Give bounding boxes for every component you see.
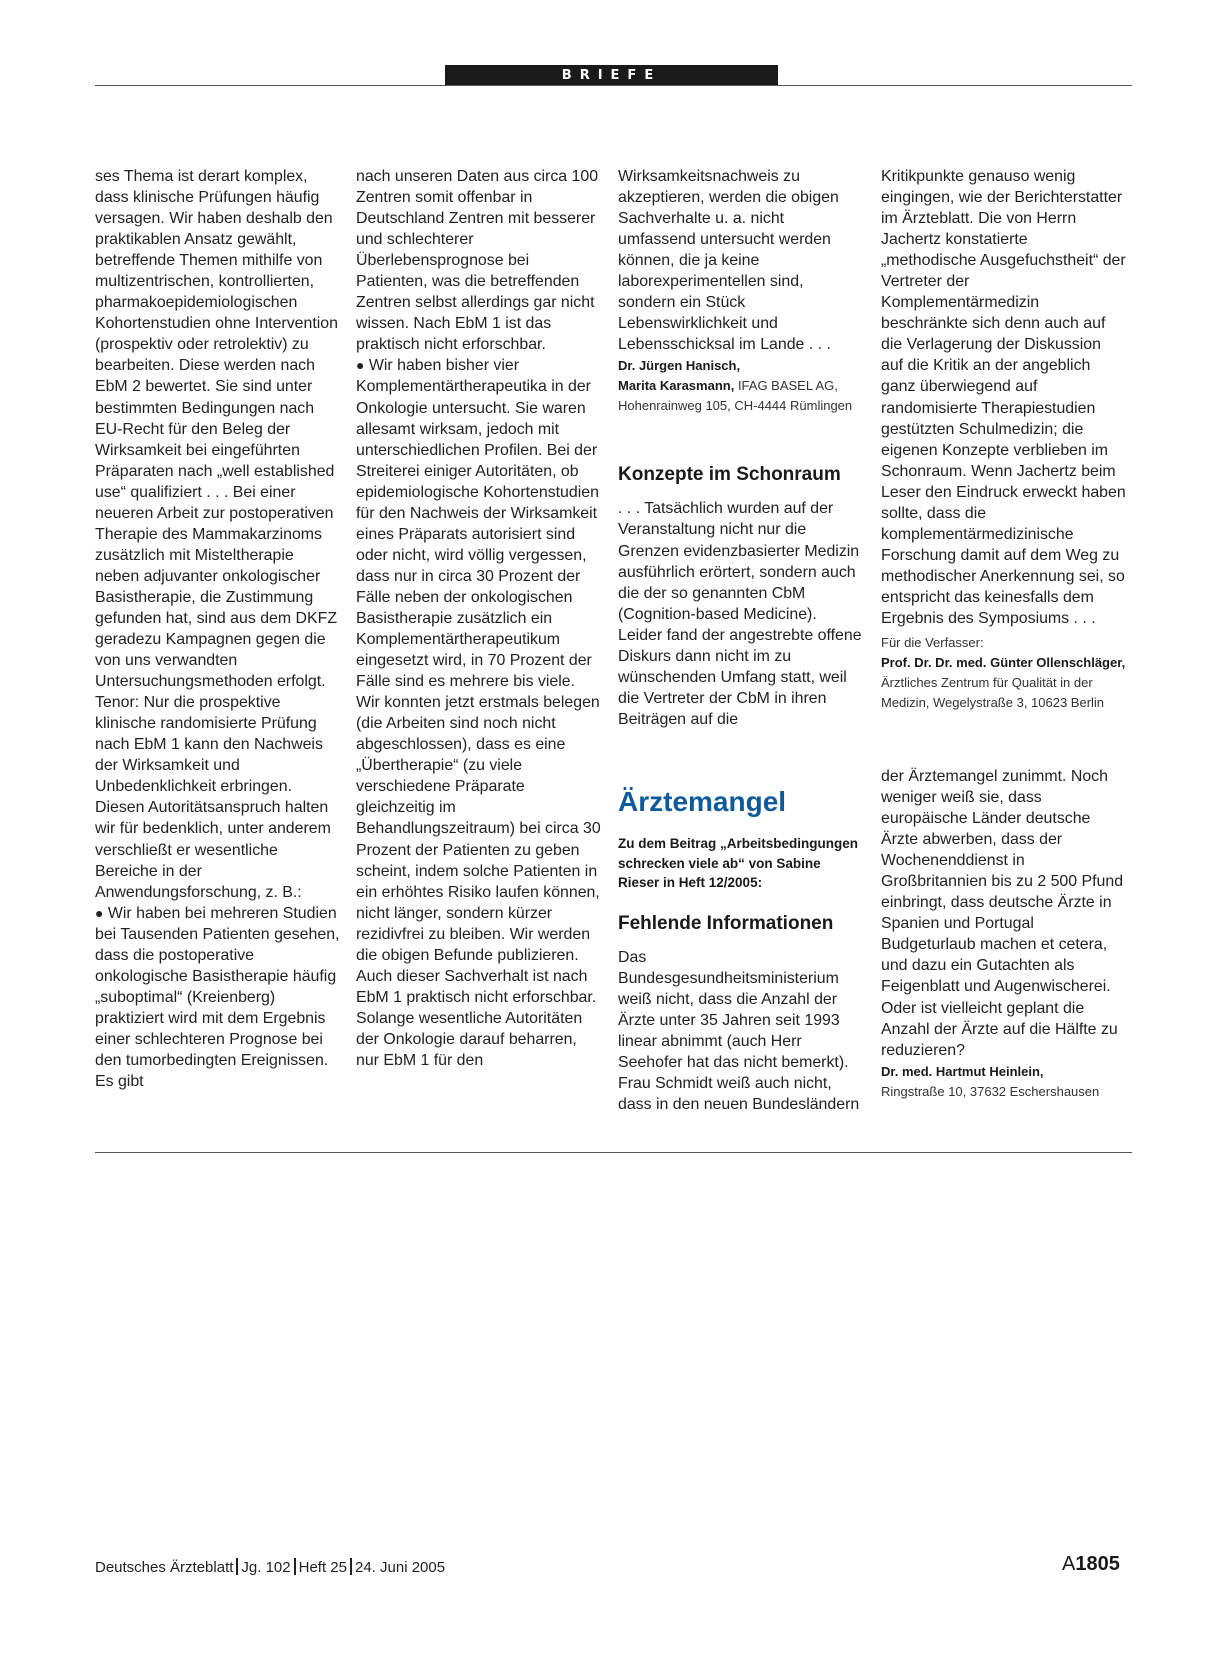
issue: Heft 25 [298, 1559, 347, 1576]
bullet-icon: ● [95, 904, 104, 921]
separator-bar [350, 1558, 352, 1575]
body-paragraph: der Ärztemangel zunimmt. Noch weniger weiß sie, dass europäische Länder deutsche Ärzte abwerben, dass der Wochenenddienst in Großbritannien bis zu 2 500 Pfund einbringt, dass deutsche Ärzte in Spanien und Portugal Budgeturlaub machen et cetera, und dazu ein Gutachten als Feigenblatt und Augenwischerei. Oder ist vielleicht geplant die Anzahl der Ärzte auf die Hälfte zu reduzieren? [881, 768, 1124, 1059]
paragraph-text: nach unseren Daten aus circa 100 Zentren somit offenbar in Deutschland Zentren mit besserer und schlechterer Überlebensprognose bei Patienten, was die betreffenden Zentren selbst allerdings gar nicht wissen. Nach EbM 1 ist das praktisch nicht erforschbar. [356, 168, 599, 354]
author-address: IFAG BASEL AG, Hohenrainweg 105, CH-4444 Rümlingen [618, 378, 853, 414]
separator-bar [236, 1558, 238, 1575]
body-paragraph: Kritikpunkte genauso wenig eingingen, wie der Berichterstatter im Ärzteblatt. Die von Herrn Jachertz konstatierte „methodische Ausgefuchstheit“ der Vertreter der Komplementärmedizin beschränkte sich denn auch auf die Verlagerung der Diskussion auf die Kritik an der angeblich ganz überwiegend auf randomisierte Therapiestudien gestützten Schulmedizin; die eigenen Konzepte verblieben im Schonraum. Wenn Jachertz beim Leser den Eindruck erweckt haben sollte, dass die komplementärmedizinische Forschung damit auf dem Weg zu methodischer Anerkennung sei, so entspricht das keinesfalls dem Ergebnis des Symposiums . . . [881, 168, 1126, 627]
author-name: Marita Karasmann, [618, 378, 735, 394]
subheading: Konzepte im Schonraum [618, 464, 841, 486]
body-paragraph: Das Bundesgesundheitsministerium weiß nicht, dass die Anzahl der Ärzte unter 35 Jahren seit 1993 linear abnimmt (auch Herr Seehofer hat das nicht bemerkt). Frau Schmidt weiß auch nicht, dass in den neuen Bundesländern [618, 948, 860, 1113]
letter-signature [881, 1062, 1126, 1102]
subheading: Fehlende Informationen [618, 912, 834, 934]
separator-bar [294, 1558, 296, 1575]
issue-date: 24. Juni 2005 [355, 1559, 446, 1576]
article-intro: Zu dem Beitrag „Arbeitsbedingungen schrecken viele ab“ von Sabine Rieser in Heft 12/2005: [618, 836, 859, 890]
footer-citation [95, 1558, 445, 1576]
page-prefix: A [1062, 1553, 1076, 1575]
author-address: Ärztliches Zentrum für Qualität in der Medizin, Wegelystraße 3, 10623 Berlin [881, 675, 1105, 711]
column-1 [95, 166, 340, 1092]
body-paragraph [356, 166, 601, 1008]
column-2 [356, 166, 601, 1071]
top-rule [95, 85, 1132, 86]
bullet-icon: ● [356, 357, 365, 374]
section-tag: BRIEFE [445, 65, 778, 86]
page-number [1062, 1553, 1120, 1576]
body-paragraph [95, 166, 340, 1092]
volume: Jg. 102 [241, 1559, 291, 1576]
body-paragraph: Solange wesentliche Autoritäten der Onkologie darauf beharren, nur EbM 1 für den [356, 1009, 583, 1069]
author-name: Dr. Jürgen Hanisch, [618, 358, 741, 374]
letter-signature [881, 633, 1126, 713]
author-name: Dr. med. Hartmut Heinlein, [881, 1063, 1044, 1079]
author-name: Prof. Dr. Dr. med. Günter Ollenschläger, [881, 655, 1126, 671]
author-address: Ringstraße 10, 37632 Eschershausen [881, 1083, 1100, 1099]
paragraph-text: Wir haben bisher vier Komplementärtherapeutika in der Onkologie untersucht. Sie waren allesamt wirksam, jedoch mit unterschiedlichen Profilen. Bei der Streiterei einiger Autoritäten, ob epidemiologische Kohortenstudien für den Nachweis der Wirksamkeit eines Präparats autorisiert sind oder nicht, wird völlig vergessen, dass nur in circa 30 Prozent der Fälle neben der onkologischen Basistherapie zusätzlich ein Komplementärtherapeutikum eingesetzt wird, in 70 Prozent der Fälle sind es mehrere bis viele. Wir konnten jetzt erstmals belegen (die Arbeiten sind noch nicht abgeschlossen), dass es eine „Übertherapie“ (zu viele verschiedene Präparate gleichzeitig im Behandlungszeitraum) bei circa 30 Prozent der Patienten zu geben scheint, indem solche Patienten in ein erhöhtes Risiko laufen können, nicht länger, sondern kürzer rezidivfrei zu bleiben. Wir werden die obigen Befunde publizieren. Auch dieser Sachverhalt ist nach EbM 1 praktisch nicht erforschbar. [356, 357, 601, 1006]
body-paragraph: Wirksamkeitsnachweis zu akzeptieren, werden die obigen Sachverhalte u. a. nicht umfassend untersucht werden können, die ja keine laborexperimentellen sind, sondern ein Stück Lebenswirklichkeit und Lebensschicksal im Lande . . . [618, 168, 839, 354]
article-aerztemangel [618, 786, 863, 1115]
paragraph-text: Wir haben bei mehreren Studien bei Tausenden Patienten gesehen, dass die postoperative onkologische Basistherapie häufig „suboptimal“ (Kreienberg) praktiziert wird mit dem Ergebnis einer schlechteren Prognose bei den tumorbedingten Ereignissen. Es gibt [95, 904, 340, 1091]
bottom-rule [95, 1152, 1132, 1153]
body-paragraph: . . . Tatsächlich wurden auf der Veranstaltung nicht nur die Grenzen evidenzbasierter Medizin ausführlich erörtert, sondern auch die der so genannten CbM (Cognition-based Medicine). Leider fand der angestrebte offene Diskurs dann nicht im zu wünschenden Umfang statt, weil die Vertreter der CbM in ihren Beiträgen auf die [618, 500, 862, 728]
letter-signature [618, 356, 863, 416]
article-aerztemangel-continued [881, 766, 1126, 1102]
paragraph-text: ses Thema ist derart komplex, dass klinische Prüfungen häufig versagen. Wir haben deshalb den praktikablen Ansatz gewählt, betreffende Themen mithilfe von multizentrischen, kontrollierten, pharmakoepidemiologischen Kohortenstudien ohne Intervention (prospektiv oder retrolektiv) zu bearbeiten. Diese werden nach EbM 2 bewertet. Sie sind unter bestimmten Bedingungen nach EU-Recht für den Beleg der Wirksamkeit bei eingeführten Präparaten nach „well established use“ qualifiziert . . . Bei einer neueren Arbeit zur postoperativen Therapie des Mammakarzinoms zusätzlich mit Misteltherapie neben adjuvanter onkologischer Basistherapie, die Zustimmung gefunden hat, sind aus dem DKFZ geradezu Kampagnen gegen die von uns verwandten Untersuchungsmethoden erfolgt. Tenor: Nur die prospektive klinische randomisierte Prüfung nach EbM 1 kann den Nachweis der Wirksamkeit und Unbedenklichkeit erbringen. Diesen Autoritätsanspruch halten wir für bedenklich, unter anderem verschließt er wesentliche Bereiche in der Anwendungsforschung, z. B.: [95, 168, 338, 901]
page-number-value: 1805 [1075, 1553, 1120, 1575]
column-4 [881, 166, 1126, 713]
signature-lead: Für die Verfasser: [881, 635, 984, 651]
column-3 [618, 166, 863, 730]
journal-name: Deutsches Ärzteblatt [95, 1559, 234, 1576]
article-title: Ärztemangel [618, 786, 787, 817]
